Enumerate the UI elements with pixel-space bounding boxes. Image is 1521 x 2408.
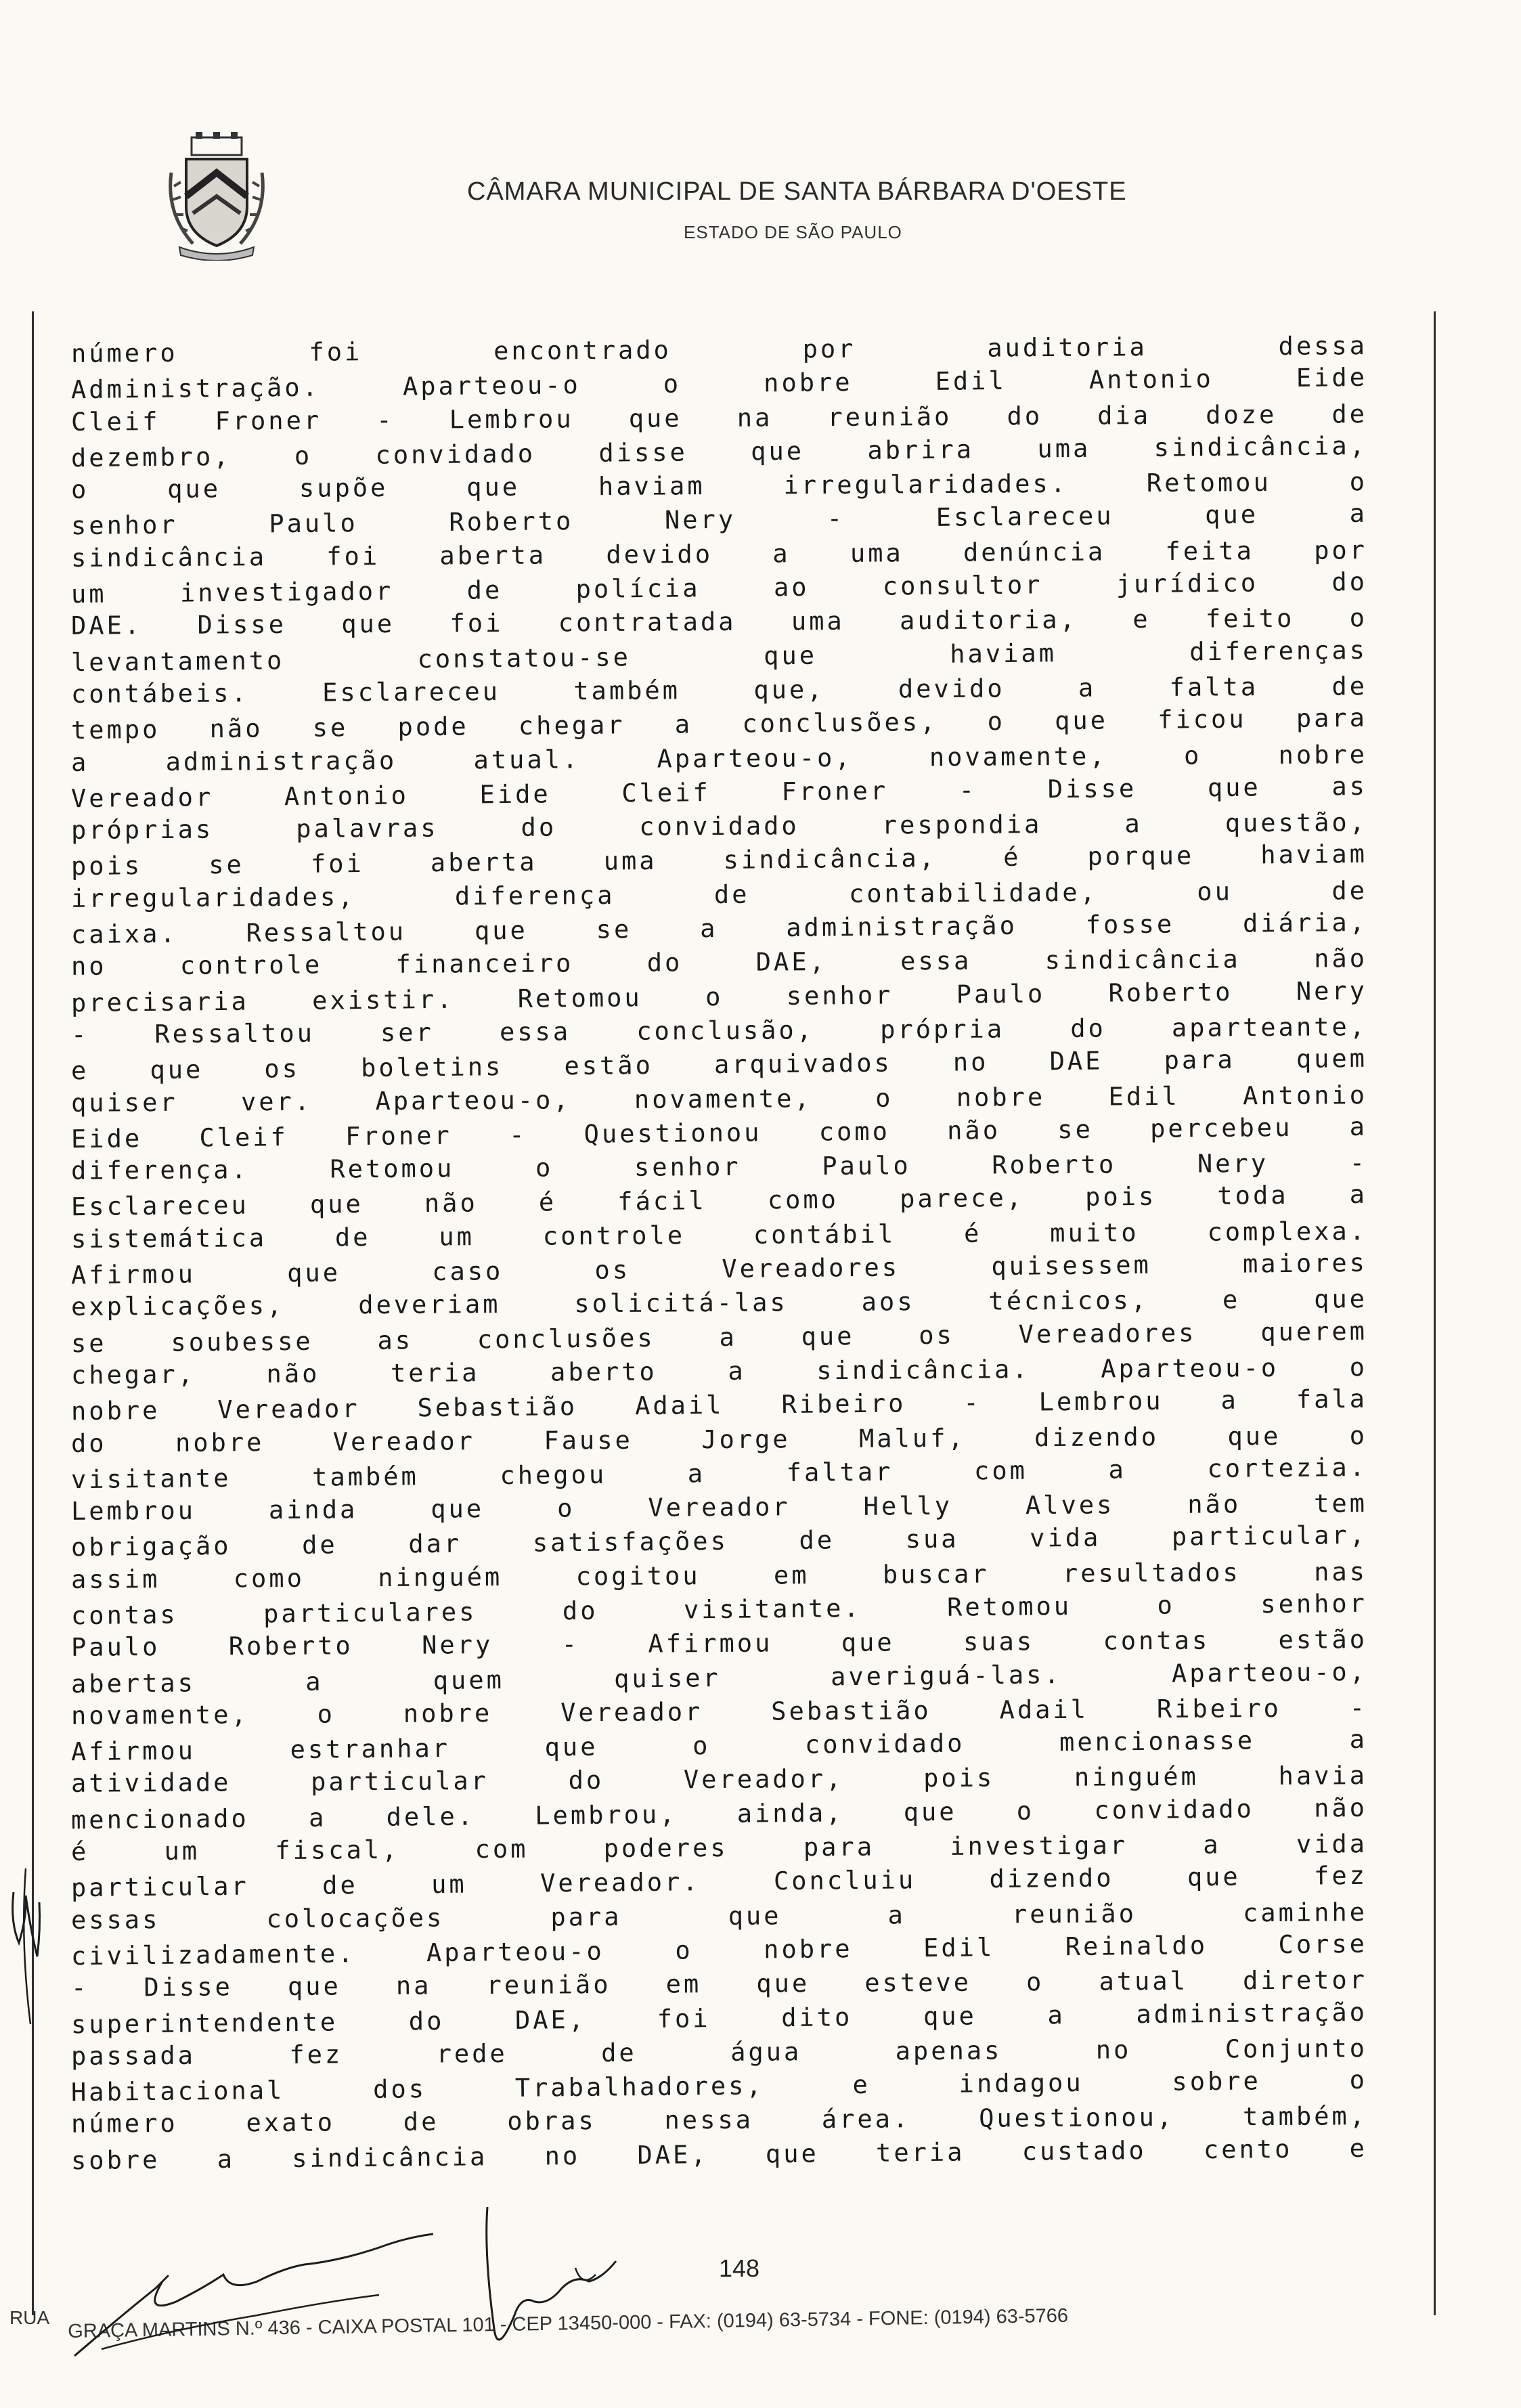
text-line: visitante também chegou a faltar com a cortezia. xyxy=(70,1452,1368,1494)
text-line: abertas a quem quiser averiguá-las. Aparteou-o, xyxy=(70,1657,1368,1699)
text-line: assim como ninguém cogitou em buscar resultados nas xyxy=(70,1556,1368,1594)
text-line: atividade particular do Vereador, pois ninguém havia xyxy=(70,1761,1368,1799)
text-line: um investigador de polícia ao consultor jurídico do xyxy=(70,567,1368,609)
text-line: - Ressaltou ser essa conclusão, própria do aparteante, xyxy=(70,1012,1368,1049)
text-line: contas particulares do visitante. Retomou o senhor xyxy=(70,1588,1368,1631)
text-line: Eide Cleif Froner - Questionou como não se percebeu a xyxy=(70,1112,1368,1154)
text-line: número foi encontrado por auditoria dessa xyxy=(70,331,1368,368)
text-line: essas colocações para que a reunião caminhe xyxy=(70,1897,1368,1935)
text-line: o que supõe que haviam irregularidades. Retomou o xyxy=(70,467,1368,505)
text-line: mencionado a dele. Lembrou, ainda, que o convidado não xyxy=(70,1793,1368,1835)
text-line: Afirmou estranhar que o convidado mencionasse a xyxy=(70,1724,1368,1767)
text-line: nobre Vereador Sebastião Adail Ribeiro - Lembrou a fala xyxy=(70,1384,1368,1426)
left-margin-rule xyxy=(32,311,34,2315)
text-line: Lembrou ainda que o Vereador Helly Alves não tem xyxy=(70,1489,1368,1526)
text-line: no controle financeiro do DAE, essa sindicância não xyxy=(70,944,1368,982)
text-line: é um fiscal, com poderes para investigar a vida xyxy=(70,1829,1368,1866)
text-line: DAE. Disse que foi contratada uma auditoria, e feito o xyxy=(70,603,1368,641)
text-line: passada fez rede de água apenas no Conjunto xyxy=(70,2033,1368,2071)
text-line: Paulo Roberto Nery - Afirmou que suas contas estão xyxy=(70,1625,1368,1663)
text-line: quiser ver. Aparteou-o, novamente, o nobre Edil Antonio xyxy=(70,1080,1368,1118)
text-line: civilizadamente. Aparteou-o o nobre Edil Reinaldo Corse xyxy=(70,1929,1368,1971)
text-line: e que os boletins estão arquivados no DAE para quem xyxy=(70,1044,1368,1086)
text-line: próprias palavras do convidado respondia a questão, xyxy=(70,808,1368,846)
text-line: obrigação de dar satisfações de sua vida particular, xyxy=(70,1520,1368,1562)
footer-street-prefix: RUA xyxy=(9,2307,50,2328)
text-line: sistemática de um controle contábil é muito complexa. xyxy=(70,1216,1368,1254)
text-line: irregularidades, diferença de contabilidade, ou de xyxy=(70,875,1368,913)
text-line: número exato de obras nessa área. Questionou, também, xyxy=(70,2101,1368,2139)
text-line: contábeis. Esclareceu também que, devido a falta de xyxy=(70,672,1368,709)
text-line: sindicância foi aberta devido a uma denúncia feita por xyxy=(70,535,1368,573)
text-line: Habitacional dos Trabalhadores, e indagou sobre o xyxy=(70,2065,1368,2107)
text-line: se soubesse as conclusões a que os Vereadores querem xyxy=(70,1316,1368,1358)
text-line: chegar, não teria aberto a sindicância. Aparteou-o o xyxy=(70,1353,1368,1390)
text-line: novamente, o nobre Vereador Sebastião Adail Ribeiro - xyxy=(70,1693,1368,1730)
text-line: Vereador Antonio Eide Cleif Froner - Disse que as xyxy=(70,771,1368,814)
page-number: 148 xyxy=(719,2254,760,2282)
right-margin-rule xyxy=(1434,311,1436,2315)
text-line: Cleif Froner - Lembrou que na reunião do dia doze de xyxy=(70,399,1368,437)
text-line: explicações, deveriam solicitá-las aos técnicos, e que xyxy=(70,1284,1368,1322)
text-line: - Disse que na reunião em que esteve o atual diretor xyxy=(70,1965,1368,2003)
text-line: caixa. Ressaltou que se a administração fosse diária, xyxy=(70,907,1368,950)
text-line: particular de um Vereador. Concluiu dizendo que fez xyxy=(70,1861,1368,1903)
text-line: pois se foi aberta uma sindicância, é porque haviam xyxy=(70,839,1368,881)
text-line: do nobre Vereador Fause Jorge Maluf, dizendo que o xyxy=(70,1420,1368,1458)
text-line: tempo não se pode chegar a conclusões, o que ficou para xyxy=(70,703,1368,745)
text-line: dezembro, o convidado disse que abrira uma sindicância, xyxy=(70,431,1368,473)
text-line: sobre a sindicância no DAE, que teria custado cento e xyxy=(70,2133,1368,2175)
council-name: CÂMARA MUNICIPAL DE SANTA BÁRBARA D'OESTE xyxy=(467,177,1127,206)
text-line: Administração. Aparteou-o o nobre Edil Antonio Eide xyxy=(70,363,1368,405)
text-line: precisaria existir. Retomou o senhor Paulo Roberto Nery xyxy=(70,976,1368,1017)
text-line: Esclareceu que não é fácil como parece, pois toda a xyxy=(70,1180,1368,1222)
text-line: a administração atual. Aparteou-o, novamente, o nobre xyxy=(70,739,1368,777)
text-line: levantamento constatou-se que haviam diferenças xyxy=(70,635,1368,677)
text-line: superintendente do DAE, foi dito que a administração xyxy=(70,1997,1368,2039)
text-line: Afirmou que caso os Vereadores quisessem maiores xyxy=(70,1248,1368,1290)
footer-address: GRAÇA MARTINS N.º 436 - CAIXA POSTAL 101 - CEP 13450-000 - FAX: (0194) 63-5734 - FONE: (0194) 63-5766 xyxy=(68,2304,1069,2342)
text-line: senhor Paulo Roberto Nery - Esclareceu que a xyxy=(70,499,1368,541)
state-name: ESTADO DE SÃO PAULO xyxy=(684,222,902,242)
minutes-body-text xyxy=(70,331,1368,2175)
text-line: diferença. Retomou o senhor Paulo Roberto Nery - xyxy=(70,1148,1368,1185)
municipal-crest-icon xyxy=(166,132,267,261)
